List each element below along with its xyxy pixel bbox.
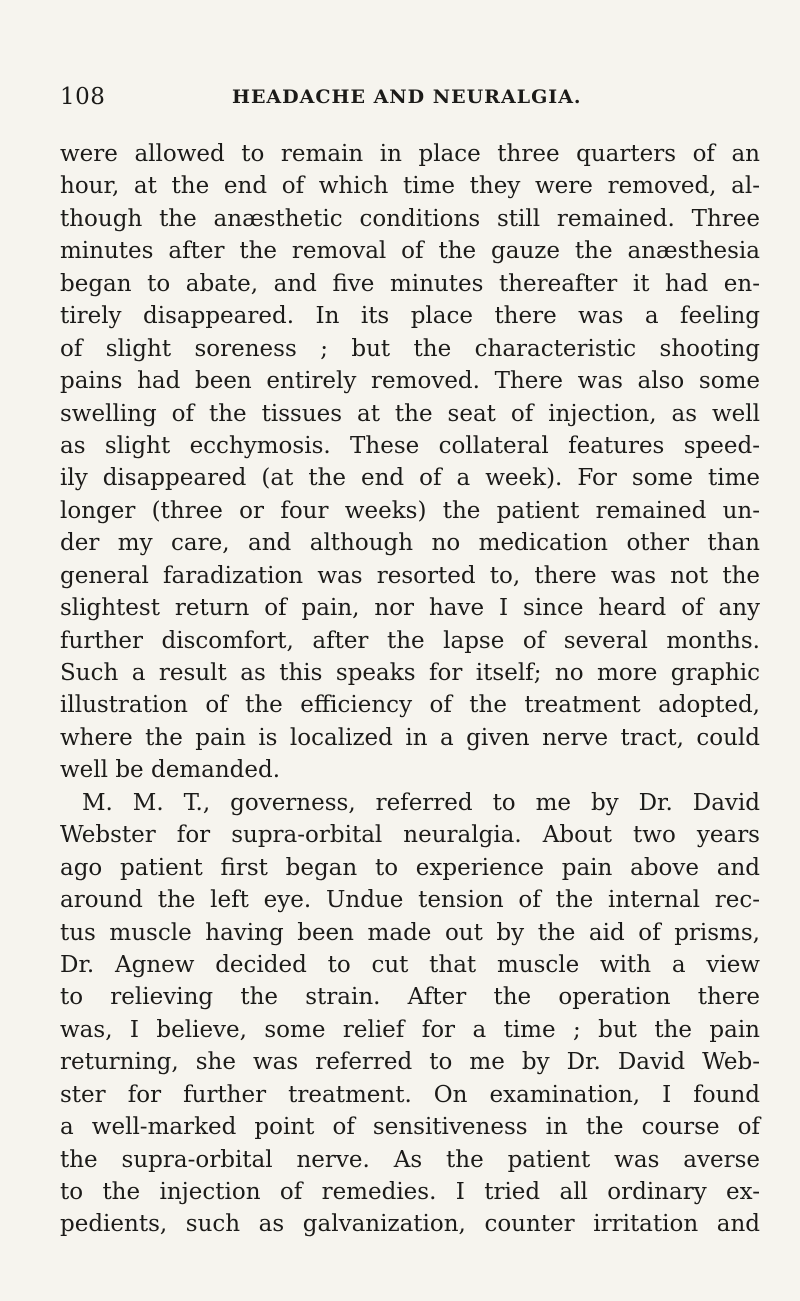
text-line: a well-marked point of sensitiveness in the course of — [60, 1114, 760, 1141]
text-line: M. M. T., governess, referred to me by Dr. David — [82, 789, 760, 816]
text-line: was, I believe, some relief for a time ; but the pain — [60, 1016, 760, 1043]
page-number: 108 — [60, 84, 106, 110]
text-line: tirely disappeared. In its place there was a feeling — [60, 303, 760, 330]
text-line: as slight ecchymosis. These collateral features speed- — [60, 432, 760, 459]
text-line: ster for further treatment. On examination, I found — [60, 1081, 760, 1108]
text-line: slightest return of pain, nor have I since heard of any — [60, 595, 760, 622]
text-line: where the pain is localized in a given nerve tract, could — [60, 724, 760, 751]
text-line: though the anæsthetic conditions still remained. Three — [60, 205, 760, 232]
running-head — [60, 84, 760, 114]
text-line: began to abate, and five minutes thereafter it had en- — [60, 270, 760, 297]
running-title: HEADACHE AND NEURALGIA. — [232, 86, 582, 108]
body-text — [60, 138, 760, 1241]
text-line: illustration of the efficiency of the treatment adopted, — [60, 692, 760, 719]
text-line: swelling of the tissues at the seat of injection, as well — [60, 400, 760, 427]
text-line: ily disappeared (at the end of a week). For some time — [60, 465, 760, 492]
text-line: of slight soreness ; but the characteristic shooting — [60, 335, 760, 362]
text-line: returning, she was referred to me by Dr. David Web- — [60, 1049, 760, 1076]
text-line: around the left eye. Undue tension of the internal rec- — [60, 887, 760, 914]
text-line: pains had been entirely removed. There was also some — [60, 368, 760, 395]
text-line: hour, at the end of which time they were removed, al- — [60, 173, 760, 200]
text-line: further discomfort, after the lapse of several months. — [60, 627, 760, 654]
text-line: Dr. Agnew decided to cut that muscle with a view — [60, 951, 760, 978]
text-line: longer (three or four weeks) the patient remained un- — [60, 497, 760, 524]
text-line: to the injection of remedies. I tried all ordinary ex- — [60, 1179, 760, 1205]
text-line: Webster for supra-orbital neuralgia. About two years — [60, 822, 760, 849]
text-line: general faradization was resorted to, there was not the — [60, 562, 760, 589]
text-line: tus muscle having been made out by the aid of prisms, — [60, 919, 760, 946]
text-line: the supra-orbital nerve. As the patient was averse — [60, 1146, 760, 1173]
text-line: minutes after the removal of the gauze the anæsthesia — [60, 238, 760, 265]
text-line: pedients, such as galvanization, counter irritation and — [60, 1211, 760, 1238]
text-line: well be demanded. — [60, 757, 281, 784]
text-line: ago patient first began to experience pain above and — [60, 854, 760, 881]
text-line: to relieving the strain. After the operation there — [60, 984, 760, 1011]
text-line: were allowed to remain in place three quarters of an — [60, 141, 760, 167]
text-line: der my care, and although no medication other than — [60, 530, 760, 557]
text-line: Such a result as this speaks for itself; no more graphic — [60, 660, 760, 686]
